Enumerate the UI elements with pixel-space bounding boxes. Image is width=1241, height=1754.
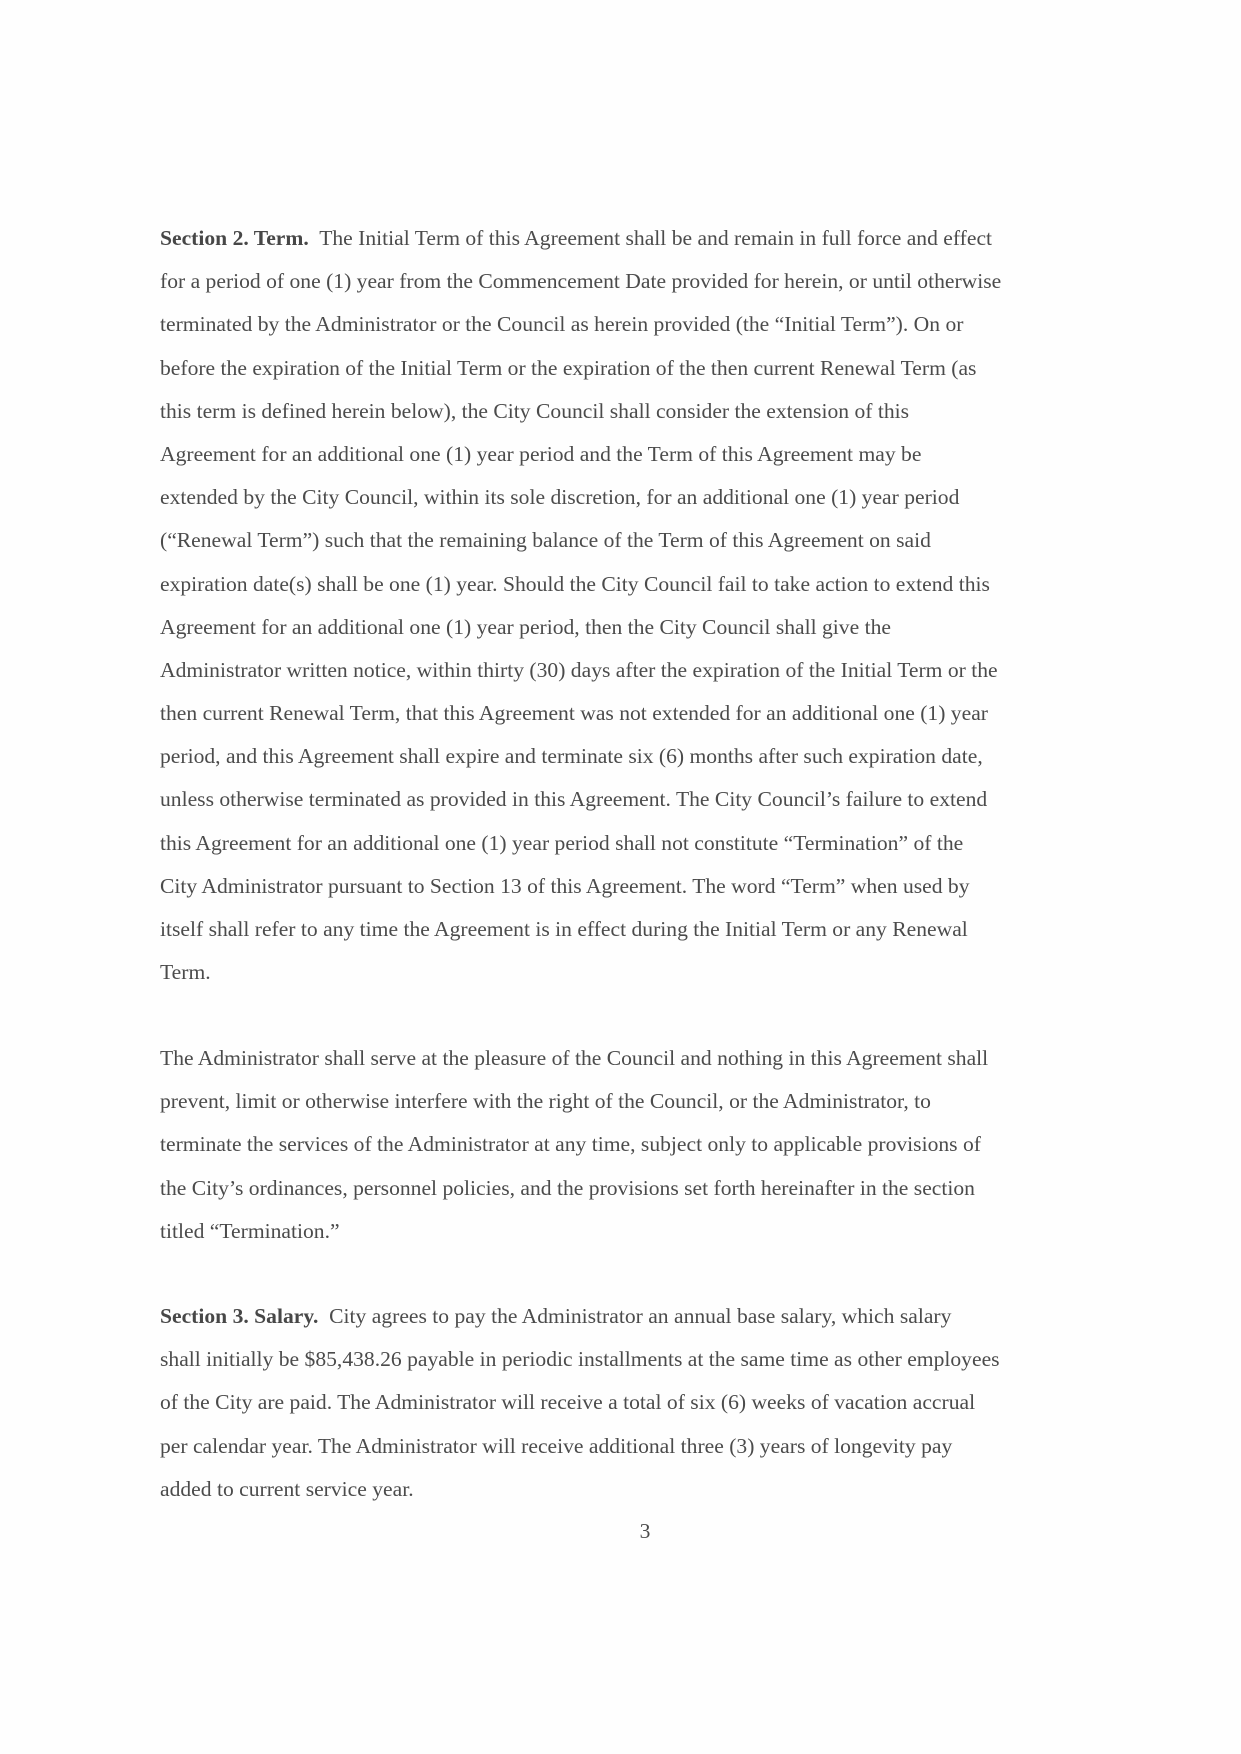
section-heading: Section 3. Salary.: [160, 1304, 319, 1328]
text-line: Agreement for an additional one (1) year period, then the City Council shall give the: [160, 614, 891, 639]
text-line: period, and this Agreement shall expire and terminate six (6) months after such expiration date,: [160, 744, 983, 769]
text-line: (“Renewal Term”) such that the remaining balance of the Term of this Agreement on said: [160, 528, 931, 553]
text-line: unless otherwise terminated as provided in this Agreement. The City Council’s failure to extend: [160, 787, 988, 812]
text-line: Section 2. Term. The Initial Term of this Agreement shall be and remain in full force and effect: [160, 226, 993, 250]
pleasure-clause-paragraph: [160, 1037, 1150, 1253]
text-line: before the expiration of the Initial Term or the expiration of the then current Renewal Term (as: [160, 355, 977, 380]
text-line: Administrator written notice, within thirty (30) days after the expiration of the Initial Term or the: [160, 657, 998, 682]
text-line: of the City are paid. The Administrator will receive a total of six (6) weeks of vacation accrual: [160, 1390, 976, 1415]
section-heading: Section 2. Term.: [160, 226, 309, 250]
text-line: Term.: [160, 960, 211, 985]
text-line: added to current service year.: [160, 1476, 414, 1501]
text-line: then current Renewal Term, that this Agreement was not extended for an additional one (1) year: [160, 701, 988, 726]
text-line: terminated by the Administrator or the Council as herein provided (the “Initial Term”). On or: [160, 312, 964, 337]
text-line: terminate the services of the Administrator at any time, subject only to applicable provisions of: [160, 1132, 981, 1157]
text-line: the City’s ordinances, personnel policies, and the provisions set forth hereinafter in the section: [160, 1175, 975, 1200]
text-line: extended by the City Council, within its sole discretion, for an additional one (1) year period: [160, 485, 960, 510]
text-line: itself shall refer to any time the Agreement is in effect during the Initial Term or any Renewal: [160, 917, 968, 941]
text-line: prevent, limit or otherwise interfere with the right of the Council, or the Administrator, to: [160, 1089, 931, 1114]
text-line: City Administrator pursuant to Section 13 of this Agreement. The word “Term” when used by: [160, 873, 970, 898]
text-line: per calendar year. The Administrator will receive additional three (3) years of longevity pay: [160, 1433, 953, 1458]
text-line: shall initially be $85,438.26 payable in periodic installments at the same time as other employees: [160, 1347, 1000, 1372]
text-line: The Administrator shall serve at the pleasure of the Council and nothing in this Agreement shall: [160, 1046, 989, 1070]
text-line: this term is defined herein below), the City Council shall consider the extension of this: [160, 398, 910, 423]
text-line: Agreement for an additional one (1) year period and the Term of this Agreement may be: [160, 441, 922, 466]
text-line: this Agreement for an additional one (1) year period shall not constitute “Termination” of the: [160, 830, 964, 855]
text-line: expiration date(s) shall be one (1) year. Should the City Council fail to take action to extend this: [160, 571, 990, 596]
text-line: for a period of one (1) year from the Commencement Date provided for herein, or until otherwise: [160, 269, 1002, 294]
section-3-salary: [160, 1295, 1150, 1511]
page-number: 3: [639, 1519, 651, 1543]
text-line: Section 3. Salary. City agrees to pay the Administrator an annual base salary, which salary: [160, 1304, 952, 1328]
section-2-term: [160, 217, 1150, 994]
text-line: titled “Termination.”: [160, 1218, 340, 1243]
